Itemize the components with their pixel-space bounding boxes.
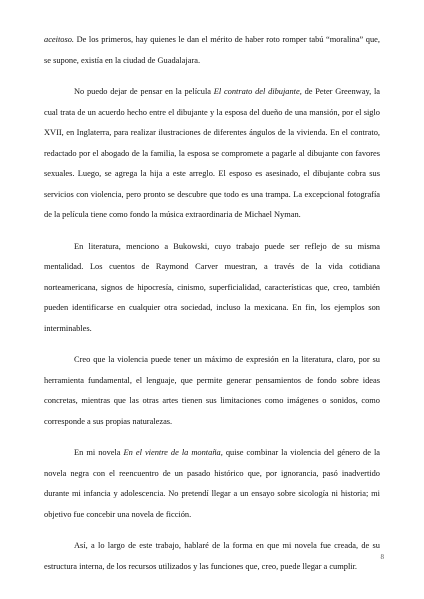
paragraph-4-text: Creo que la violencia puede tener un máximo de expresión en la literatura, claro, por su herramienta fundamental, el lenguaje, que permite generar pensamientos de fondo sobre ideas concretas, mientras que las otras artes tienen sus limitaciones como imágenes o sonidos, como corresponde a sus propias naturalezas. [44, 355, 380, 426]
document-page [44, 30, 380, 577]
paragraph-2-text-a: No puedo dejar de pensar en la película [74, 87, 214, 96]
page-number: 8 [380, 553, 384, 561]
paragraph-6 [44, 536, 380, 577]
paragraph-2-film-title: El contrato del dibujante [213, 87, 300, 96]
paragraph-1-text: De los primeros, hay quienes le dan el mérito de haber roto romper tabú “moralina” que, se supone, existía en la ciudad de Guadalajara. [44, 35, 380, 65]
paragraph-3-text: En literatura, menciono a Bukowski, cuyo trabajo puede ser reflejo de su misma mentalidad. Los cuentos de Raymond Carver muestran, a través de la vida cotidiana norteamericana, signos de hipocresía, cinismo, superficialidad, características que, creo, también pueden identificarse en cualquier otra sociedad, incluso la mexicana. En fin, los ejemplos son interminables. [44, 241, 380, 333]
paragraph-3 [44, 237, 380, 340]
paragraph-1-italic-term: aceitoso. [44, 35, 75, 44]
paragraph-1 [44, 30, 380, 71]
paragraph-2-text-b: , de Peter Greenway, la cual trata de un acuerdo hecho entre el dibujante y la esposa del dueño de una mansión, por el siglo XVII, en Inglaterra, para realizar ilustraciones de diferentes ángulos de la vivienda. En el contrato, redactado por el abogado de la familia, la esposa se compromete a pagarle al dibujante con favores sexuales. Luego, se agrega la hija a este arreglo. El esposo es asesinado, el dibujante cobra sus servicios con violencia, pero pronto se descubre que todo es una trampa. La excepcional fotografía de la película tiene como fondo la música extraordinaria de Michael Nyman. [44, 87, 380, 219]
paragraph-5-text-a: En mi novela [74, 448, 124, 457]
paragraph-4 [44, 350, 380, 432]
paragraph-5-text-b: quise combinar la violencia del género de la novela negra con el reencuentro de un pasado histórico que, por ignorancia, pasó inadvertido durante mi infancia y adolescencia. No pretendí llegar a un ensayo sobre sicología ni historia; mi objetivo fue concebir una novela de ficción. [44, 448, 381, 519]
paragraph-5-novel-title: En el vientre de la montaña, [123, 448, 223, 457]
paragraph-6-text: Así, a lo largo de este trabajo, hablaré de la forma en que mi novela fue creada, de su estructura interna, de los recursos utilizados y las funciones que, creo, puede llegar a cumplir. [44, 541, 380, 571]
paragraph-5 [44, 443, 380, 525]
paragraph-2 [44, 82, 380, 226]
